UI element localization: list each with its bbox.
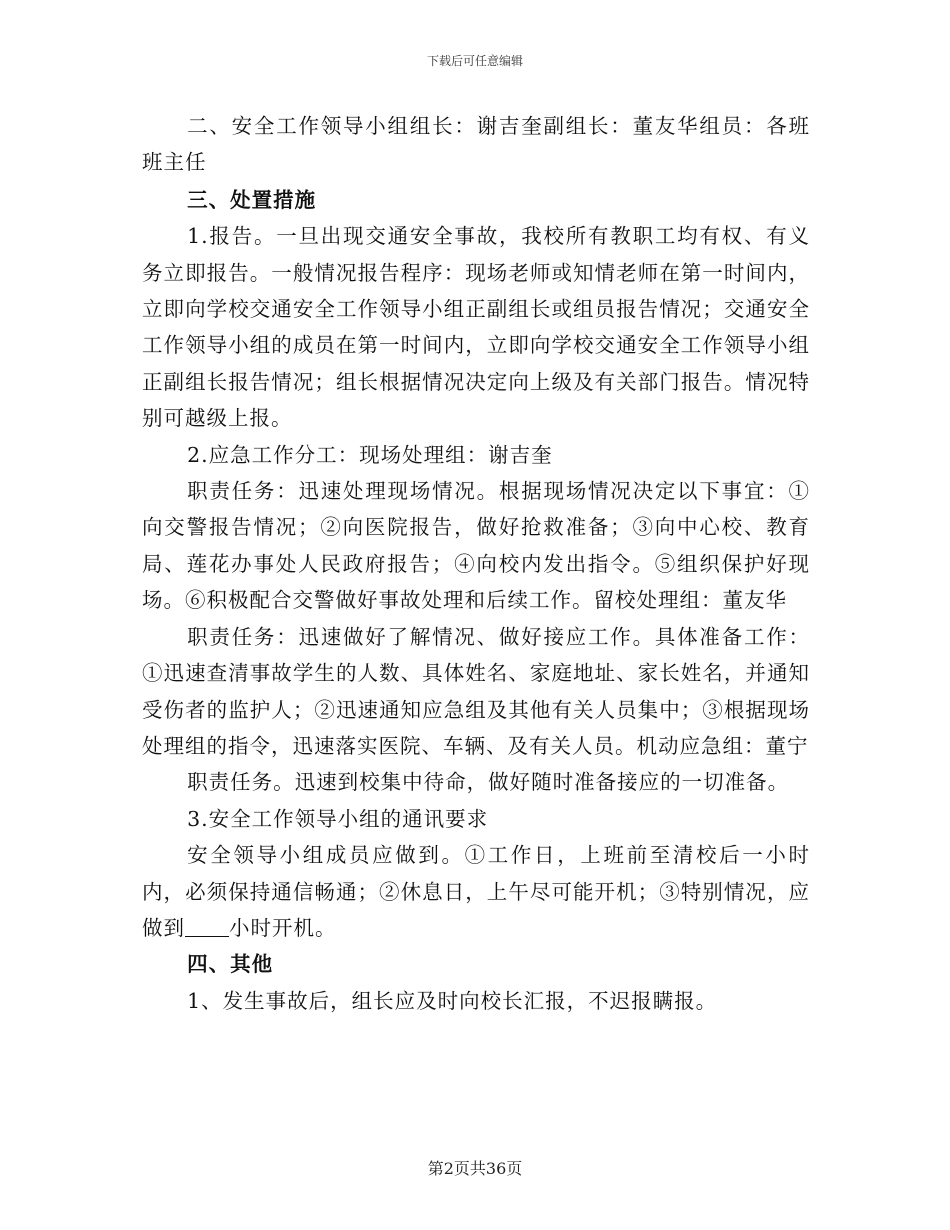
paragraph-school-duties: 职责任务：迅速做好了解情况、做好接应工作。具体准备工作：①迅速查清事故学生的人数、具体姓名、家庭地址、家长姓名，并通知受伤者的监护人；②迅速通知应急组及其他有关人员集中；③根据现场处理组的指令，迅速落实医院、车辆、及有关人员。机动应急组：董宁 bbox=[142, 624, 810, 758]
paragraph-emergency-division: 2.应急工作分工：现场处理组：谢吉奎 bbox=[187, 442, 553, 467]
page-header: 下载后可任意编辑 bbox=[426, 54, 523, 68]
communication-text-after: 小时开机。 bbox=[229, 915, 337, 940]
paragraph-other-item-1: 1、发生事故后，组长应及时向校长汇报，不迟报瞒报。 bbox=[187, 988, 718, 1013]
section-heading-measures: 三、处置措施 bbox=[187, 187, 317, 212]
paragraph-onsite-duties: 职责任务：迅速处理现场情况。根据现场情况决定以下事宜：①向交警报告情况；②向医院报告，做好抢救准备；③向中心校、教育局、莲花办事处人民政府报告；④向校内发出指令。⑤组织保护好现场。⑥积极配合交警做好事故处理和后续工作。留校处理组：董友华 bbox=[142, 479, 810, 613]
blank-underline bbox=[185, 914, 229, 937]
document-body bbox=[142, 108, 810, 1019]
page-footer: 第2页共36页 bbox=[427, 1159, 523, 1178]
paragraph-communication-requirements bbox=[142, 837, 810, 946]
communication-text-before: 安全领导小组成员应做到。①工作日，上班前至清校后一小时内，必须保持通信畅通；②休息日，上午尽可能开机；③特别情况，应做到 bbox=[142, 843, 810, 940]
paragraph-mobile-duties: 职责任务。迅速到校集中待命，做好随时准备接应的一切准备。 bbox=[187, 770, 790, 795]
section-heading-other: 四、其他 bbox=[187, 952, 274, 977]
paragraph-communication-heading: 3.安全工作领导小组的通讯要求 bbox=[187, 806, 489, 831]
paragraph-leadership-group: 二、安全工作领导小组组长：谢吉奎副组长：董友华组员：各班班主任 bbox=[142, 114, 810, 175]
paragraph-report: 1.报告。一旦出现交通安全事故，我校所有教职工均有权、有义务立即报告。一般情况报告程序：现场老师或知情老师在第一时间内，立即向学校交通安全工作领导小组正副组长或组员报告情况；交通安全工作领导小组的成员在第一时间内，立即向学校交通安全工作领导小组正副组长报告情况；组长根据情况决定向上级及有关部门报告。情况特别可越级上报。 bbox=[142, 224, 810, 431]
